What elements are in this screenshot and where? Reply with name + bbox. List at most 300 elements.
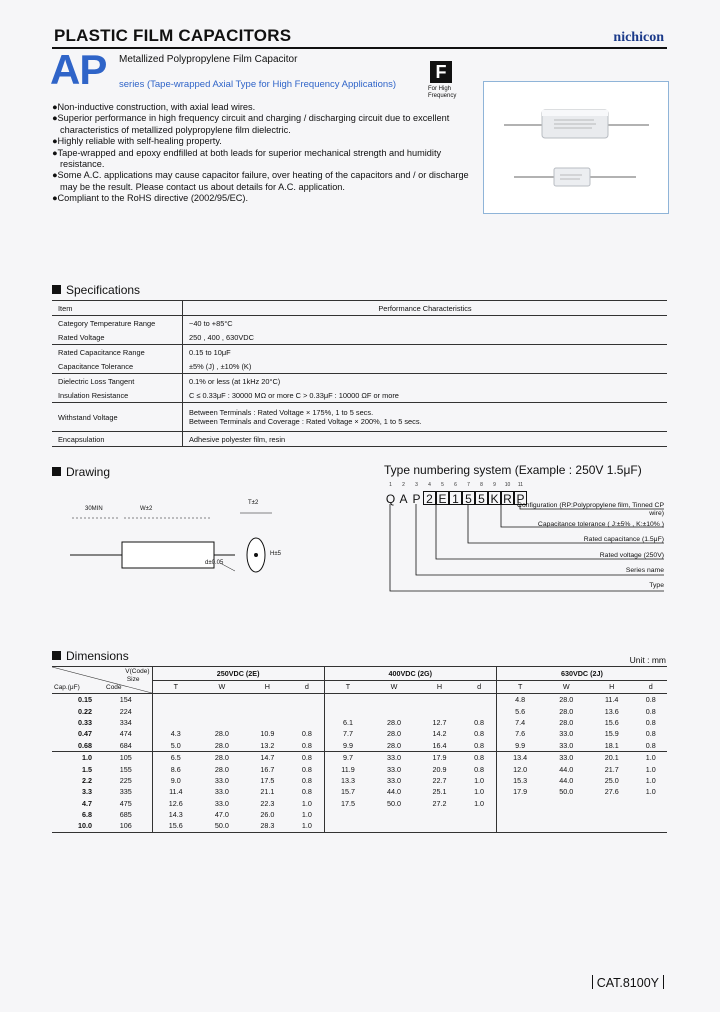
code-char: E	[436, 491, 449, 505]
code-position: 2	[402, 482, 405, 488]
subcol-d: d	[462, 680, 496, 694]
dimension-cell	[290, 717, 324, 728]
lead-diameter-label: d±0.05	[205, 560, 224, 566]
dimension-cell: 9.9	[496, 740, 543, 752]
width-label: W±2	[140, 506, 153, 512]
code-cell: 106	[100, 820, 152, 832]
capacitance-cell: 4.7	[82, 798, 92, 808]
capacitance-cell: 0.33	[78, 717, 92, 727]
dimension-cell: 9.9	[324, 740, 371, 752]
dimension-cell	[462, 809, 496, 820]
spec-value-line: Between Terminals and Coverage : Rated Voltage × 200%, 1 to 5 secs.	[189, 417, 422, 426]
catalog-bar-right	[663, 975, 664, 989]
spec-value: 0.1% or less (at 1kHz 20°C)	[189, 376, 281, 386]
specifications-heading	[52, 283, 140, 297]
dimension-cell	[634, 820, 667, 832]
subcol-h: H	[245, 680, 290, 694]
dimension-cell: 0.8	[462, 740, 496, 752]
spec-value: Adhesive polyester film, resin	[183, 432, 668, 447]
dimension-cell: 50.0	[387, 798, 402, 808]
code-char: P	[514, 491, 527, 505]
dimension-cell: 28.0	[214, 729, 229, 739]
dimension-cell: 6.5	[152, 751, 199, 763]
subcol-t: T	[324, 680, 371, 694]
subcol-w: W	[371, 680, 416, 694]
dimension-cell: 4.8	[496, 694, 543, 706]
specifications-heading-text: Specifications	[66, 283, 141, 297]
dimension-cell: 17.9	[496, 786, 543, 797]
dimension-cell	[543, 820, 588, 832]
dimension-cell: 26.0	[260, 810, 275, 820]
corner-header	[52, 667, 152, 694]
dimension-cell: 17.9	[432, 753, 447, 763]
corner-cap: Cap.(μF)	[54, 684, 80, 691]
dimension-cell	[199, 717, 244, 728]
dimension-cell	[496, 820, 543, 832]
dimension-cell	[417, 694, 462, 706]
dimension-cell: 15.6	[152, 820, 199, 832]
dimension-cell	[199, 705, 244, 716]
subcol-w: W	[199, 680, 244, 694]
col-item-header: Item	[52, 301, 183, 316]
dimension-cell: 21.1	[260, 787, 275, 797]
subcol-t: T	[152, 680, 199, 694]
dimension-cell: 16.7	[260, 764, 275, 774]
code-char: A	[399, 492, 408, 506]
code-position: 3	[415, 482, 418, 488]
corner-vcode: V(Code)	[125, 668, 150, 675]
dimension-cell: 33.0	[214, 787, 229, 797]
table-row	[52, 751, 667, 763]
spec-value: ±5% (J) , ±10% (K)	[183, 359, 668, 374]
code-cell: 105	[119, 753, 132, 763]
dimension-cell	[245, 717, 290, 728]
spec-item: Rated Capacitance Range	[52, 345, 183, 360]
dimension-cell: 9.0	[152, 775, 199, 786]
dimension-cell: 0.8	[301, 775, 312, 785]
dimension-cell: 20.1	[604, 753, 619, 763]
dimension-cell: 0.8	[301, 729, 312, 739]
dimension-cell: 0.8	[290, 740, 324, 752]
drawing-heading	[52, 465, 110, 479]
code-char: 1	[449, 491, 462, 505]
code-char: 5	[462, 491, 475, 505]
code-cell: 334	[119, 717, 132, 727]
dimension-cell: 1.0	[474, 798, 485, 808]
dimension-cell	[290, 705, 324, 716]
dimension-cell	[371, 820, 416, 832]
dimension-cell: 13.3	[324, 775, 371, 786]
capacitance-cell: 1.0	[82, 753, 92, 763]
dimension-cell	[371, 809, 416, 820]
spec-value: −40 to +85°C	[189, 318, 233, 328]
dimension-cell: 28.3	[245, 820, 290, 832]
header-rule	[52, 47, 667, 49]
dimension-cell: 1.0	[474, 775, 485, 785]
code-cell: 155	[119, 764, 132, 774]
dimension-cell	[245, 705, 290, 716]
dimension-cell	[199, 694, 244, 706]
catalog-bar-left	[592, 975, 593, 989]
square-bullet-icon	[52, 651, 61, 660]
code-char: 5	[475, 491, 488, 505]
table-row	[52, 763, 667, 774]
feature-item: ●Compliant to the RoHS directive (2002/95/EC).	[52, 193, 249, 204]
square-bullet-icon	[52, 285, 61, 294]
code-position: 7	[467, 482, 470, 488]
dimension-cell: 13.4	[496, 751, 543, 763]
subcol-d: d	[634, 680, 667, 694]
dimension-cell: 13.6	[604, 706, 619, 716]
capacitance-cell: 0.47	[78, 729, 92, 739]
dimension-cell: 18.1	[589, 740, 634, 752]
dimension-cell: 0.8	[301, 753, 312, 763]
dimension-cell: 7.7	[324, 728, 371, 739]
table-row	[52, 705, 667, 716]
dimension-cell	[152, 705, 199, 716]
dimension-cell: 0.8	[301, 764, 312, 774]
series-code: AP	[50, 46, 107, 93]
dimension-cell	[589, 809, 634, 820]
voltage-header-630: 630VDC (2J)	[496, 667, 667, 681]
dimension-cell: 7.4	[496, 717, 543, 728]
specifications-header-row	[52, 301, 667, 316]
capacitance-cell: 6.8	[82, 810, 92, 820]
dimension-cell: 33.0	[543, 740, 588, 752]
thickness-label: T±2	[248, 500, 259, 506]
feature-item: ●Some A.C. applications may cause capacitor failure, over heating of the capacitors and / or discharge may be the result. Please contact us about details for A.C. application.	[52, 170, 469, 192]
feature-list	[52, 102, 482, 205]
code-cell: 335	[119, 787, 132, 797]
spec-row	[52, 359, 667, 374]
code-position: 5	[441, 482, 444, 488]
dimension-cell: 28.0	[559, 706, 574, 716]
code-cell: 154	[119, 695, 132, 705]
dimension-cell: 1.0	[645, 787, 656, 797]
code-char: R	[501, 491, 514, 505]
dimension-drawing	[60, 498, 300, 588]
dimension-cell: 27.2	[432, 798, 447, 808]
subcol-t: T	[496, 680, 543, 694]
spec-value	[183, 403, 668, 432]
catalog-number-text: CAT.8100Y	[596, 976, 659, 990]
code-position: 8	[480, 482, 483, 488]
dimension-cell: 33.0	[387, 753, 402, 763]
capacitance-cell: 0.22	[78, 706, 92, 716]
high-frequency-mark-caption: For High Frequency	[428, 86, 457, 99]
brand-logo: nichicon	[613, 30, 664, 45]
dimension-cell	[496, 798, 543, 809]
dimension-cell: 28.0	[559, 717, 574, 727]
code-char: Q	[385, 492, 396, 506]
spec-item: Dielectric Loss Tangent	[52, 374, 183, 389]
dimension-cell: 15.3	[496, 775, 543, 786]
spec-row	[52, 345, 667, 360]
dimension-cell: 1.0	[301, 810, 312, 820]
dimension-cell	[324, 694, 371, 706]
dimension-cell: 15.6	[604, 717, 619, 727]
dimension-cell: 15.9	[604, 729, 619, 739]
high-frequency-mark: F	[430, 61, 452, 83]
dimension-cell: 0.8	[474, 753, 485, 763]
capacitance-cell: 0.68	[52, 740, 100, 752]
dimension-cell	[462, 820, 496, 832]
spec-item: Rated Voltage	[52, 330, 183, 345]
catalog-number	[588, 975, 668, 990]
dimension-cell: 44.0	[559, 764, 574, 774]
specifications-table	[52, 300, 667, 447]
code-position: 9	[493, 482, 496, 488]
dimension-cell: 12.7	[432, 717, 447, 727]
dimension-cell: 33.0	[214, 798, 229, 808]
dimension-cell: 33.0	[387, 775, 402, 785]
dimension-cell: 28.0	[387, 729, 402, 739]
code-position: 6	[454, 482, 457, 488]
square-bullet-icon	[52, 467, 61, 476]
spec-value: 250 , 400 , 630VDC	[183, 330, 668, 345]
code-position: 1	[389, 482, 392, 488]
dimension-cell: 12.0	[496, 763, 543, 774]
dimension-cell: 0.8	[645, 729, 656, 739]
type-numbering-title: Type numbering system (Example : 250V 1.5μF)	[384, 463, 642, 477]
dimension-cell: 0.8	[645, 706, 656, 716]
table-row	[52, 775, 667, 786]
type-label-tolerance: Capacitance tolerance ( J:±5% , K:±10% )	[537, 521, 664, 528]
code-cell: 225	[119, 775, 132, 785]
code-char: K	[488, 491, 501, 505]
dimension-cell: 11.4	[604, 695, 619, 705]
voltage-header-250: 250VDC (2E)	[152, 667, 324, 681]
product-photo	[483, 81, 669, 214]
spec-value: 0.15 to 10μF	[189, 347, 231, 357]
code-cell: 224	[119, 706, 132, 716]
dimensions-heading-text: Dimensions	[66, 649, 129, 663]
dimension-cell	[152, 694, 199, 706]
dimension-cell: 12.6	[152, 798, 199, 809]
capacitance-cell: 0.15	[78, 695, 92, 705]
drawing-heading-text: Drawing	[66, 465, 111, 479]
capacitance-cell: 10.0	[52, 820, 100, 832]
dimension-cell: 9.7	[324, 751, 371, 763]
type-label-series: Series name	[625, 567, 664, 574]
dimension-cell	[371, 694, 416, 706]
dimensions-table	[52, 666, 667, 833]
spec-row	[52, 374, 667, 389]
dimension-cell: 8.6	[152, 763, 199, 774]
code-cell: 474	[119, 729, 132, 739]
spec-item: Insulation Resistance	[52, 388, 183, 403]
type-code-positions	[384, 482, 527, 488]
spec-row	[52, 388, 667, 403]
code-position: 4	[428, 482, 431, 488]
dimension-cell: 1.0	[645, 775, 656, 785]
code-cell: 685	[119, 810, 132, 820]
corner-size: Size	[126, 676, 140, 683]
capacitance-cell: 1.5	[82, 764, 92, 774]
dimensions-heading	[52, 649, 129, 663]
table-row	[52, 717, 667, 728]
dimension-cell: 15.7	[324, 786, 371, 797]
dimension-cell: 28.0	[214, 753, 229, 763]
dimension-cell: 1.0	[301, 798, 312, 808]
table-row	[52, 694, 667, 706]
dimension-cell: 4.3	[152, 728, 199, 739]
dimension-cell: 44.0	[387, 787, 402, 797]
dimension-cell	[496, 809, 543, 820]
dimension-cell	[417, 705, 462, 716]
height-label: H±5	[270, 551, 281, 557]
subcol-h: H	[589, 680, 634, 694]
dimension-cell: 28.0	[199, 740, 244, 752]
type-label-configuration: Configuration (RP:Polypropylene film, Tinned CP wire)	[517, 502, 664, 517]
dimension-cell: 16.4	[417, 740, 462, 752]
lead-length-label: 30MIN	[85, 506, 103, 512]
dimension-cell	[324, 809, 371, 820]
dimension-cell: 0.8	[474, 729, 485, 739]
dimension-cell: 33.0	[559, 753, 574, 763]
dimension-cell: 21.7	[604, 764, 619, 774]
capacitance-cell: 2.2	[82, 775, 92, 785]
dimensions-voltage-header-row	[52, 667, 667, 681]
dimension-cell: 28.0	[559, 695, 574, 705]
table-row	[52, 786, 667, 797]
subcol-d: d	[290, 680, 324, 694]
code-position: 11	[517, 482, 524, 488]
dimension-cell: 14.2	[432, 729, 447, 739]
dimension-cell: 0.8	[645, 695, 656, 705]
dimension-cell: 33.0	[559, 729, 574, 739]
dimension-cell	[324, 820, 371, 832]
dimension-cell	[543, 798, 588, 809]
dimension-cell	[634, 809, 667, 820]
dimension-cell: 20.9	[432, 764, 447, 774]
dimension-cell: 47.0	[214, 810, 229, 820]
type-label-capacitance: Rated capacitance (1.5μF)	[583, 536, 664, 543]
feature-item: ●Non-inductive construction, with axial lead wires.	[52, 102, 256, 112]
dimension-cell: 0.8	[645, 717, 656, 727]
dimension-cell	[324, 705, 371, 716]
dimension-cell: 5.0	[152, 740, 199, 752]
spec-value-line: Between Terminals : Rated Voltage × 175%, 1 to 5 secs.	[189, 408, 374, 417]
spec-row	[52, 432, 667, 447]
code-char: P	[412, 492, 421, 506]
dimension-cell: 28.0	[371, 740, 416, 752]
dimension-cell: 50.0	[559, 787, 574, 797]
dimension-cell: 17.5	[324, 798, 371, 809]
series-subtitle: Metallized Polypropylene Film Capacitor	[119, 54, 298, 65]
type-label-voltage: Rated voltage (250V)	[599, 552, 664, 559]
dimension-cell: 1.0	[474, 787, 485, 797]
subcol-h: H	[417, 680, 462, 694]
table-row	[52, 728, 667, 739]
dimension-cell: 11.4	[152, 786, 199, 797]
dimension-cell: 28.0	[387, 717, 402, 727]
spec-row	[52, 330, 667, 345]
dimension-cell: 1.0	[645, 753, 656, 763]
dimension-cell: 1.0	[645, 764, 656, 774]
dimension-cell: 11.9	[324, 763, 371, 774]
dimension-cell: 0.8	[634, 740, 667, 752]
unit-label: Unit : mm	[629, 655, 666, 665]
dimension-cell: 33.0	[387, 764, 402, 774]
dimension-cell: 6.1	[324, 717, 371, 728]
dimension-cell: 14.7	[260, 753, 275, 763]
dimension-cell: 17.5	[260, 775, 275, 785]
dimension-cell: 5.6	[496, 705, 543, 716]
spec-item: Capacitance Tolerance	[52, 359, 183, 374]
corner-code: Code	[106, 684, 122, 691]
dimension-cell	[462, 705, 496, 716]
table-row	[52, 820, 667, 832]
dimension-cell	[417, 820, 462, 832]
table-row	[52, 740, 667, 752]
spec-item: Category Temperature Range	[52, 316, 183, 331]
page-title: PLASTIC FILM CAPACITORS	[54, 26, 292, 45]
spec-value: C ≤ 0.33μF : 30000 MΩ or more C > 0.33μF : 10000 ΩF or more	[183, 388, 668, 403]
dimension-cell: 0.8	[474, 717, 485, 727]
col-performance-header: Performance Characteristics	[183, 301, 668, 316]
dimension-cell: 22.7	[432, 775, 447, 785]
dimension-cell: 14.3	[152, 809, 199, 820]
capacitance-cell: 3.3	[82, 787, 92, 797]
dimension-cell: 50.0	[199, 820, 244, 832]
dimension-cell	[462, 694, 496, 706]
dimension-cell	[245, 694, 290, 706]
code-position: 10	[504, 482, 511, 488]
dimension-cell: 33.0	[214, 775, 229, 785]
dimension-cell: 0.8	[301, 787, 312, 797]
dimension-cell	[589, 798, 634, 809]
dimension-cell	[152, 717, 199, 728]
dimension-cell	[634, 798, 667, 809]
dimension-cell	[589, 820, 634, 832]
subcol-w: W	[543, 680, 588, 694]
dimension-cell: 25.1	[432, 787, 447, 797]
dimension-cell: 27.6	[604, 787, 619, 797]
table-row	[52, 798, 667, 809]
dimension-cell: 0.8	[474, 764, 485, 774]
dimension-cell: 10.9	[260, 729, 275, 739]
dimension-cell: 7.6	[496, 728, 543, 739]
voltage-header-400: 400VDC (2G)	[324, 667, 496, 681]
dimension-cell	[371, 705, 416, 716]
feature-item: ●Highly reliable with self-healing property.	[52, 136, 222, 147]
dimension-cell: 25.0	[604, 775, 619, 785]
dimension-cell: 22.3	[260, 798, 275, 808]
type-label-type: Type	[649, 582, 664, 589]
dimensions-body	[52, 694, 667, 833]
feature-item: ●Superior performance in high frequency circuit and charging / discharging circuit due to excellent characteristics of metallized polypropylene film dielectric.	[52, 113, 450, 135]
spec-row	[52, 316, 667, 331]
series-description: series (Tape-wrapped Axial Type for High Frequency Applications)	[119, 79, 397, 90]
dimension-cell: 1.0	[290, 820, 324, 832]
code-cell: 684	[100, 740, 152, 752]
capacitor-photo-illustration	[484, 82, 668, 213]
spec-row	[52, 403, 667, 432]
code-char: 2	[423, 491, 436, 505]
feature-item: ●Tape-wrapped and epoxy endfilled at both leads for superior mechanical strength and humidity resistance.	[52, 147, 442, 170]
dimension-cell: 28.0	[214, 764, 229, 774]
code-cell: 475	[119, 798, 132, 808]
dimension-cell	[417, 809, 462, 820]
dimension-cell	[543, 809, 588, 820]
spec-item: Withstand Voltage	[52, 403, 183, 432]
table-row	[52, 809, 667, 820]
dimension-cell: 13.2	[245, 740, 290, 752]
dimension-cell	[290, 694, 324, 706]
dimension-cell: 44.0	[559, 775, 574, 785]
spec-item: Encapsulation	[52, 432, 183, 447]
